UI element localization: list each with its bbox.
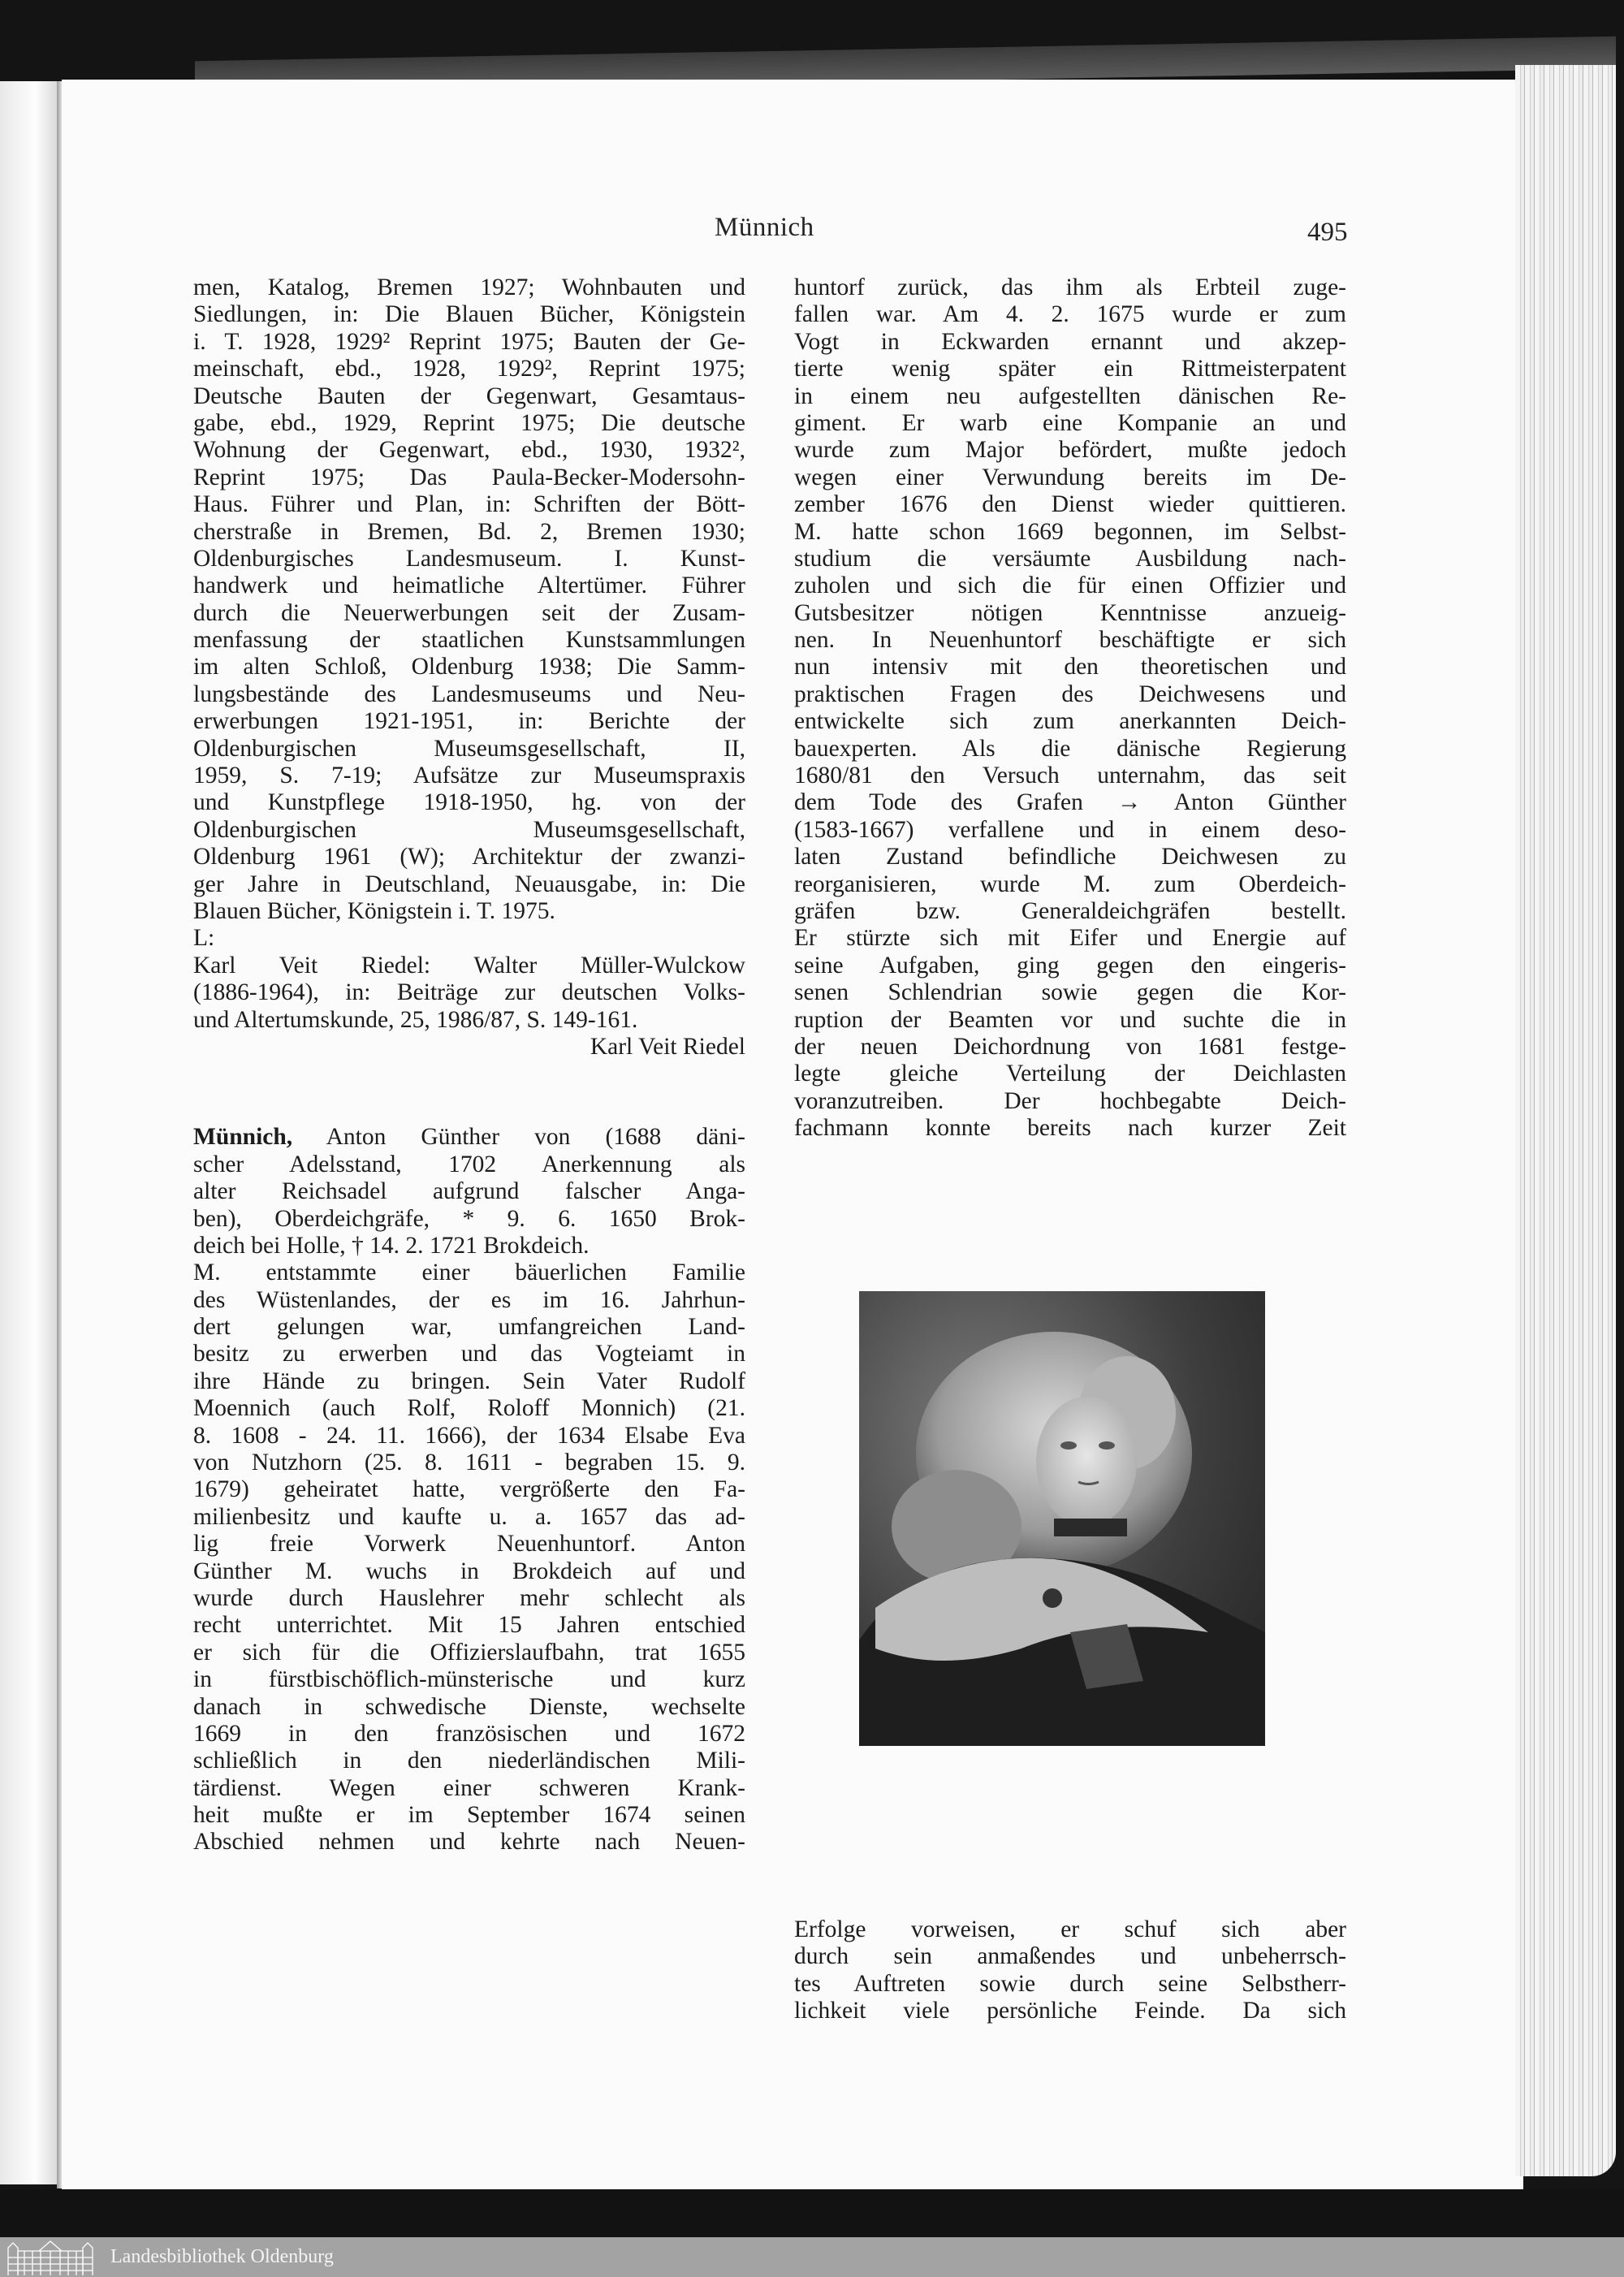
left-page-sliver bbox=[0, 81, 58, 2184]
text-line: laten Zustand befindliche Deichwesen zu bbox=[794, 844, 1346, 871]
text-line: besitz zu erwerben und das Vogteiamt in bbox=[193, 1341, 745, 1367]
text-line: senen Schlendrian sowie gegen die Kor- bbox=[794, 979, 1346, 1006]
author-signature: Karl Veit Riedel bbox=[590, 1033, 745, 1060]
text-line: schließlich in den niederländischen Mili- bbox=[193, 1748, 745, 1774]
text-line: (1583-1667) verfallene und in einem deso- bbox=[794, 816, 1346, 843]
text-line: Erfolge vorweisen, er schuf sich aber bbox=[794, 1916, 1346, 1942]
text-line: erwerbungen 1921-1951, in: Berichte der bbox=[193, 708, 745, 735]
text-line: seine Aufgaben, ging gegen den eingeris- bbox=[794, 952, 1346, 979]
library-building-icon bbox=[6, 2240, 94, 2275]
text-line: handwerk und heimatliche Altertümer. Führer bbox=[193, 572, 745, 599]
text-line: menfassung der staatlichen Kunstsammlungen bbox=[193, 627, 745, 654]
text-line: huntorf zurück, das ihm als Erbteil zuge- bbox=[794, 274, 1346, 300]
text-line: ben), Oberdeichgräfe, * 9. 6. 1650 Brok- bbox=[193, 1205, 745, 1232]
text-line: Wohnung der Gegenwart, ebd., 1930, 1932², bbox=[193, 437, 745, 464]
text-line: gabe, ebd., 1929, Reprint 1975; Die deutsche bbox=[193, 409, 745, 436]
running-title: Münnich bbox=[715, 213, 814, 242]
text-line: entwickelte sich zum anerkannten Deich- bbox=[794, 708, 1346, 735]
text-line: durch sein anmaßendes und unbeherrsch- bbox=[794, 1943, 1346, 1970]
text-line: im alten Schloß, Oldenburg 1938; Die Samm- bbox=[193, 654, 745, 681]
text-line: Gutsbesitzer nötigen Kenntnisse anzueig- bbox=[794, 599, 1346, 626]
text-line: Blauen Bücher, Königstein i. T. 1975. bbox=[193, 897, 555, 924]
text-line: lichkeit viele persönliche Feinde. Da sich bbox=[794, 1998, 1346, 2024]
text-line: gräfen bzw. Generaldeichgräfen bestellt. bbox=[794, 897, 1346, 924]
text-line: Er stürzte sich mit Eifer und Energie auf bbox=[794, 925, 1346, 952]
text-line: 1679) geheiratet hatte, vergrößerte den Fa- bbox=[193, 1476, 745, 1503]
text-line: dert gelungen war, umfangreichen Land- bbox=[193, 1314, 745, 1341]
text-line: wegen einer Verwundung bereits im De- bbox=[794, 464, 1346, 490]
text-line: men, Katalog, Bremen 1927; Wohnbauten und bbox=[193, 274, 745, 300]
portrait-image bbox=[859, 1291, 1265, 1746]
text-line: reorganisieren, wurde M. zum Oberdeich- bbox=[794, 871, 1346, 897]
text-line: milienbesitz und kaufte u. a. 1657 das ad- bbox=[193, 1503, 745, 1530]
text-line: Günther M. wuchs in Brokdeich auf und bbox=[193, 1558, 745, 1584]
text-line: tärdienst. Wegen einer schweren Krank- bbox=[193, 1774, 745, 1801]
text-line: Moennich (auch Rolf, Roloff Monnich) (21. bbox=[193, 1395, 745, 1422]
text-line: M. entstammte einer bäuerlichen Familie bbox=[193, 1259, 745, 1286]
text-line: er sich für die Offizierslaufbahn, trat 1655 bbox=[193, 1639, 745, 1666]
text-line: ihre Hände zu bringen. Sein Vater Rudolf bbox=[193, 1367, 745, 1394]
text-line: und Kunstpflege 1918-1950, hg. von der bbox=[193, 789, 745, 816]
text-line: cherstraße in Bremen, Bd. 2, Bremen 1930; bbox=[193, 518, 745, 545]
library-name: Landesbibliothek Oldenburg bbox=[110, 2246, 334, 2267]
text-line: Deutsche Bauten der Gegenwart, Gesamtaus- bbox=[193, 382, 745, 409]
text-line: praktischen Fragen des Deichwesens und bbox=[794, 681, 1346, 707]
text-line: wurde durch Hauslehrer mehr schlecht als bbox=[193, 1584, 745, 1611]
text-line: 1669 in den französischen und 1672 bbox=[193, 1720, 745, 1747]
text-line: voranzutreiben. Der hochbegabte Deich- bbox=[794, 1087, 1346, 1114]
entry-headword: Münnich, bbox=[193, 1124, 293, 1151]
text-line: von Nutzhorn (25. 8. 1611 - begraben 15. 9. bbox=[193, 1450, 745, 1476]
text-line: tes Auftreten sowie durch seine Selbstherr- bbox=[794, 1970, 1346, 1997]
text-line: ruption der Beamten vor und suchte die in bbox=[794, 1006, 1346, 1033]
text-line: Abschied nehmen und kehrte nach Neuen- bbox=[193, 1829, 745, 1856]
text-line: 8. 1608 - 24. 11. 1666), der 1634 Elsabe Eva bbox=[193, 1422, 745, 1449]
text-line: in einem neu aufgestellten dänischen Re- bbox=[794, 382, 1346, 409]
right-column bbox=[794, 274, 1346, 1143]
right-column-continued bbox=[794, 1916, 1346, 2025]
text-line: der neuen Deichordnung von 1681 festge- bbox=[794, 1033, 1346, 1060]
book-gutter bbox=[57, 81, 62, 2188]
portrait-figure bbox=[859, 1291, 1265, 1746]
text-line: studium die versäumte Ausbildung nach- bbox=[794, 545, 1346, 572]
cross-reference-line: dem Tode des Grafen → Anton Günther bbox=[794, 789, 1346, 816]
text-line: nun intensiv mit den theoretischen und bbox=[794, 654, 1346, 681]
scan-background-bottom bbox=[0, 2189, 1624, 2238]
text-line: alter Reichsadel aufgrund falscher Anga- bbox=[193, 1178, 745, 1205]
text-line: 1959, S. 7-19; Aufsätze zur Museumspraxis bbox=[193, 763, 745, 789]
text-line: ger Jahre in Deutschland, Neuausgabe, in: Die bbox=[193, 871, 745, 897]
text-line: zuholen und sich die für einen Offizier und bbox=[794, 572, 1346, 599]
text-line: des Wüstenlandes, der es im 16. Jahrhun- bbox=[193, 1286, 745, 1313]
text-line: scher Adelsstand, 1702 Anerkennung als bbox=[193, 1151, 745, 1177]
bibliography-block bbox=[193, 274, 745, 1061]
left-column bbox=[193, 274, 745, 1856]
text-line: deich bei Holle, † 14. 2. 1721 Brokdeich. bbox=[193, 1232, 590, 1259]
digitization-footer bbox=[0, 2237, 1624, 2277]
text-line: Oldenburgischen Museumsgesellschaft, II, bbox=[193, 735, 745, 762]
text-line: giment. Er warb eine Kompanie an und bbox=[794, 409, 1346, 436]
entry-heading-text: Anton Günther von (1688 däni- bbox=[292, 1124, 745, 1151]
text-line: zember 1676 den Dienst wieder quittieren. bbox=[794, 491, 1346, 518]
literature-label: L: bbox=[193, 925, 215, 952]
literature-line: und Altertumskunde, 25, 1986/87, S. 149-161. bbox=[193, 1006, 638, 1033]
encyclopedia-entry-munnich bbox=[193, 1124, 745, 1856]
entry-first-line bbox=[193, 1124, 745, 1151]
text-line: meinschaft, ebd., 1928, 1929², Reprint 1975; bbox=[193, 356, 745, 382]
text-line: Vogt in Eckwarden ernannt und akzep- bbox=[794, 328, 1346, 355]
literature-line: Karl Veit Riedel: Walter Müller-Wulckow bbox=[193, 952, 745, 979]
text-line: Oldenburgisches Landesmuseum. I. Kunst- bbox=[193, 545, 745, 572]
text-line: in fürstbischöflich-münsterische und kurz bbox=[193, 1666, 745, 1693]
text-line: Haus. Führer und Plan, in: Schriften der Bött- bbox=[193, 491, 745, 518]
text-line: lig freie Vorwerk Neuenhuntorf. Anton bbox=[193, 1531, 745, 1558]
text-line: tierte wenig später ein Rittmeisterpatent bbox=[794, 356, 1346, 382]
book-fore-edge bbox=[1515, 65, 1616, 2176]
text-line: fachmann konnte bereits nach kurzer Zeit bbox=[794, 1115, 1346, 1142]
page-number: 495 bbox=[1307, 218, 1348, 247]
entry-separator bbox=[193, 1061, 745, 1124]
text-line: 1680/81 den Versuch unternahm, das seit bbox=[794, 763, 1346, 789]
text-line: legte gleiche Verteilung der Deichlasten bbox=[794, 1061, 1346, 1087]
text-line: fallen war. Am 4. 2. 1675 wurde er zum bbox=[794, 301, 1346, 328]
text-line: Oldenburgischen Museumsgesellschaft, bbox=[193, 816, 745, 843]
text-line: Reprint 1975; Das Paula-Becker-Modersohn- bbox=[193, 464, 745, 490]
text-line: recht unterrichtet. Mit 15 Jahren entschied bbox=[193, 1612, 745, 1639]
text-line: Oldenburg 1961 (W); Architektur der zwanzi- bbox=[193, 844, 745, 871]
text-line: Siedlungen, in: Die Blauen Bücher, Königstein bbox=[193, 301, 745, 328]
text-line: wurde zum Major befördert, mußte jedoch bbox=[794, 437, 1346, 464]
literature-line: (1886-1964), in: Beiträge zur deutschen Volks- bbox=[193, 979, 745, 1006]
text-line: heit mußte er im September 1674 seinen bbox=[193, 1802, 745, 1829]
text-line: M. hatte schon 1669 begonnen, im Selbst- bbox=[794, 518, 1346, 545]
text-line: bauexperten. Als die dänische Regierung bbox=[794, 735, 1346, 762]
text-line: danach in schwedische Dienste, wechselte bbox=[193, 1693, 745, 1720]
text-line: nen. In Neuenhuntorf beschäftigte er sich bbox=[794, 627, 1346, 654]
text-line: durch die Neuerwerbungen seit der Zusam- bbox=[193, 599, 745, 626]
text-line: lungsbestände des Landesmuseums und Neu- bbox=[193, 681, 745, 707]
text-line: i. T. 1928, 1929² Reprint 1975; Bauten der Ge- bbox=[193, 328, 745, 355]
